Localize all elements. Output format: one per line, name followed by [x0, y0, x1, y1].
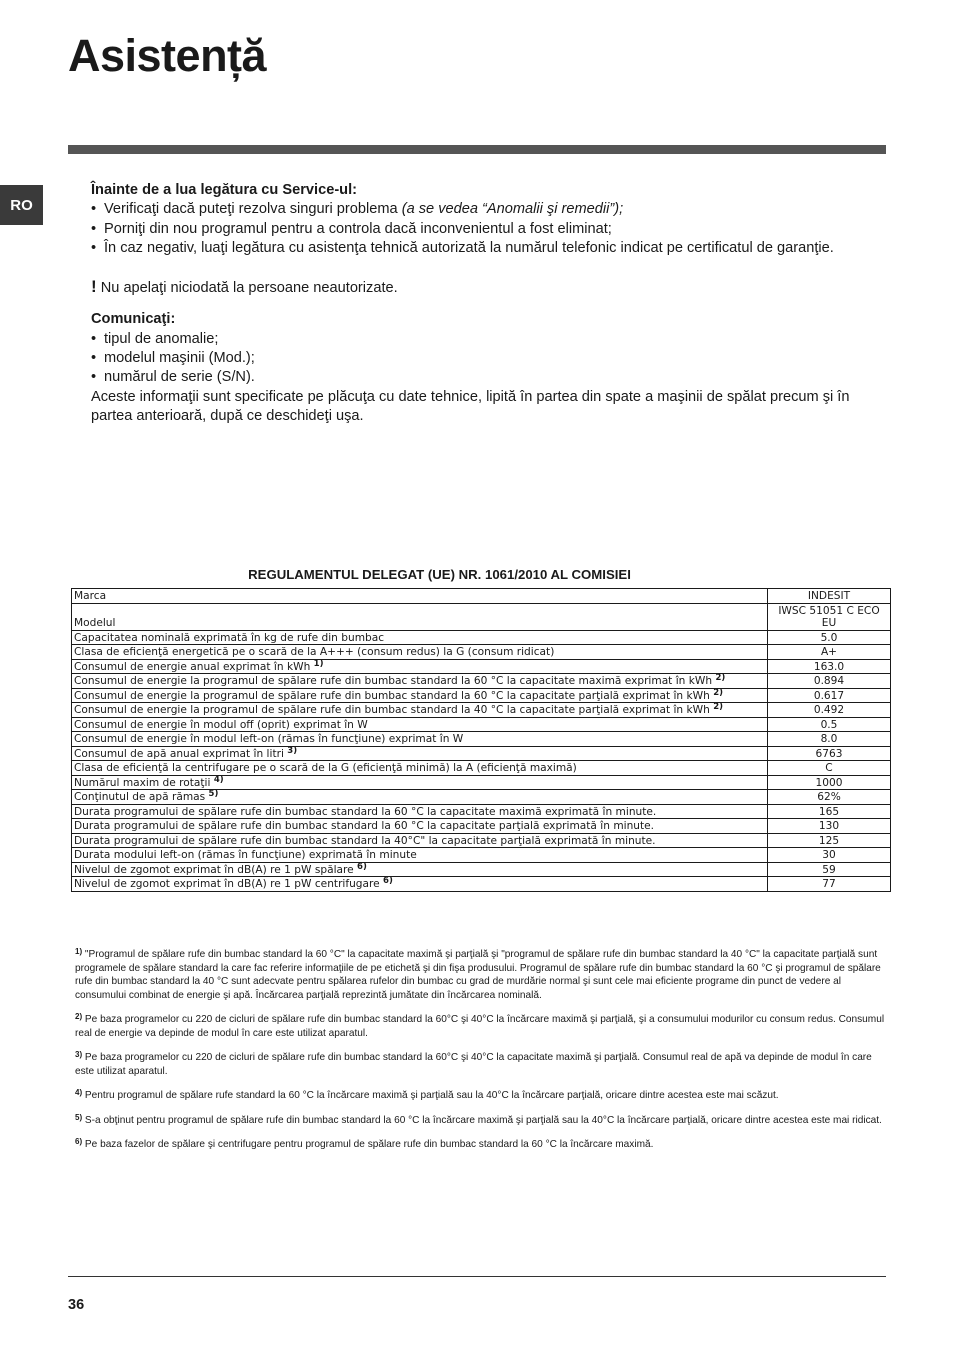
footer-divider	[68, 1276, 886, 1277]
row-label: Conţinutul de apă rămas $^{5)}$	[72, 790, 768, 805]
table-row	[72, 732, 891, 747]
footnote-ref: 4)	[213, 774, 224, 785]
table-row	[72, 761, 891, 776]
list-item: • Porniţi din nou programul pentru a controla dacă inconvenientul a fost eliminat;	[91, 220, 891, 239]
table-row	[72, 703, 891, 718]
footnote-ref: 5)	[208, 789, 219, 799]
row-label: Capacitatea nominală exprimată în kg de rufe din bumbac	[72, 630, 768, 645]
before-contact-heading: Înainte de a lua legătura cu Service-ul:	[91, 182, 358, 198]
footnote-number: 6)	[75, 1137, 83, 1146]
footnote-number: 2)	[75, 1012, 83, 1021]
product-fiche-table	[71, 588, 891, 892]
footnote-ref: 2)	[713, 687, 723, 698]
row-value: A+	[768, 645, 891, 660]
table-row	[72, 717, 891, 732]
page-title: Asistență	[68, 30, 267, 81]
row-label: Clasa de eficienţă energetică pe o scară de la A+++ (consum redus) la G (consum ridicat)	[72, 645, 768, 660]
row-label: Clasa de eficienţă la centrifugare pe o scară de la G (eficienţă minimă) la A (eficienţă maximă)	[72, 761, 768, 776]
table-row	[72, 862, 891, 877]
row-value: 125	[768, 833, 891, 848]
table-row	[72, 848, 891, 863]
list-item-reference: (a se vedea “Anomalii şi remedii”);	[401, 201, 624, 218]
table-row	[72, 603, 891, 630]
table-row	[72, 833, 891, 848]
row-value: 6763	[768, 746, 891, 761]
footnote-ref: 2)	[713, 702, 723, 712]
list-item: • numărul de serie (S/N).	[91, 368, 891, 387]
row-value: 30	[768, 848, 891, 863]
footnote-text: Pe baza programelor cu 220 de cicluri de spălare rufe din bumbac standard la 60°C şi 40°C la capacitate maximă şi parţială. Consumul real de apă va depinde de modul în care este utilizat aparatul.	[75, 1052, 872, 1077]
list-item: • modelul maşinii (Mod.);	[91, 349, 891, 368]
footnote-ref: 1)	[313, 658, 324, 669]
row-value: 0.492	[768, 703, 891, 718]
row-label: Durata programului de spălare rufe din bumbac standard la 40°C" la capacitate parţială exprimată în minute.	[72, 833, 768, 848]
row-value: 62%	[768, 790, 891, 805]
table-row	[72, 819, 891, 834]
footnote-number: 1)	[75, 947, 83, 956]
regulation-title: REGULAMENTUL DELEGAT (UE) NR. 1061/2010 AL COMISIEI	[248, 567, 631, 582]
warning-icon: !	[91, 277, 97, 297]
row-label: Modelul	[72, 603, 768, 630]
communicate-heading: Comunicaţi:	[91, 311, 176, 328]
table-row	[72, 674, 891, 689]
table-row	[72, 630, 891, 645]
footnote-text: S-a obţinut pentru programul de spălare rufe din bumbac standard la 60 °C la încărcare maximă şi parţială sau la 40°C la încărcare parţială, oricare dintre acestea este mai ridicat.	[82, 1114, 882, 1126]
table-row	[72, 688, 891, 703]
footnote	[75, 1114, 885, 1128]
row-label: Durata modului left-on (rămas în funcţiune) exprimată în minute	[72, 848, 768, 863]
row-label: Durata programului de spălare rufe din bumbac standard la 60 °C la capacitate parţială exprimată în minute.	[72, 819, 768, 834]
list-item-text: modelul maşinii (Mod.);	[104, 350, 255, 367]
footnote-ref: 3)	[287, 745, 298, 756]
footnote-ref: 2)	[715, 673, 726, 683]
row-value: IWSC 51051 C ECO EU	[768, 603, 891, 630]
row-label: Consumul de energie anual exprimat în kWh $^{1)}$	[72, 659, 768, 674]
table-row	[72, 775, 891, 790]
row-label: Marca	[72, 589, 768, 604]
row-value: INDESIT	[768, 589, 891, 604]
footnote-text: Pe baza programelor cu 220 de cicluri de spălare rufe din bumbac standard la 60°C şi 40°C la încărcare maximă şi parţială, şi a consumului modurilor cu consum redus. Consumul real de energie va depinde de modul în care este utilizat aparatul.	[75, 1014, 885, 1039]
row-label: Consumul de energie la programul de spălare rufe din bumbac standard la 60 °C la capacitate maximă exprimat în kWh $^{2)}$	[72, 674, 768, 689]
list-item: • În caz negativ, luaţi legătura cu asistenţa tehnică autorizată la numărul telefonic indicat pe certificatul de garanţie.	[91, 239, 891, 258]
footnotes	[75, 948, 885, 1163]
row-value: 0.894	[768, 674, 891, 689]
warning-text: Nu apelaţi niciodată la persoane neautorizate.	[100, 280, 398, 297]
row-label: Nivelul de zgomot exprimat în dB(A) re 1 pW spălare $^{6)}$	[72, 862, 768, 877]
row-label: Consumul de energie în modul left-on (rămas în funcţiune) exprimat în W	[72, 732, 768, 747]
warning-note	[91, 277, 891, 298]
row-value: 130	[768, 819, 891, 834]
row-label: Numărul maxim de rotaţii $^{4)}$	[72, 775, 768, 790]
list-item-text: În caz negativ, luaţi legătura cu asistenţa tehnică autorizată la numărul telefonic indicat pe certificatul de garanţie.	[104, 239, 834, 256]
row-value: C	[768, 761, 891, 776]
footnote	[75, 1138, 885, 1152]
footnote-number: 5)	[75, 1112, 83, 1122]
list-item: • Verificaţi dacă puteţi rezolva singuri problema (a se vedea “Anomalii şi remedii”);	[91, 201, 624, 218]
service-instructions	[91, 181, 891, 426]
row-label: Consumul de apă anual exprimat în litri $^{3)}$	[72, 746, 768, 761]
footnote-text: Pentru programul de spălare rufe standard la 60 °C la încărcare maximă şi parţială sau la 40°C la încărcare parţială, oricare dintre acestea este mai scăzut.	[82, 1090, 779, 1101]
language-tab: RO	[0, 185, 43, 225]
row-value: 0.617	[768, 688, 891, 703]
footnote	[75, 1089, 885, 1103]
table-row	[72, 790, 891, 805]
list-item-text: Porniţi din nou programul pentru a controla dacă inconvenientul a fost eliminat;	[104, 220, 612, 237]
row-label: Consumul de energie la programul de spălare rufe din bumbac standard la 40 °C la capacitate parţială exprimat în kWh $^{2)}$	[72, 703, 768, 718]
list-item-text: numărul de serie (S/N).	[104, 369, 255, 386]
table-row	[72, 804, 891, 819]
list-item-text: tipul de anomalie;	[104, 330, 219, 347]
row-value: 8.0	[768, 732, 891, 747]
row-value: 1000	[768, 775, 891, 790]
footnote-ref: 6)	[383, 876, 393, 886]
table-row	[72, 877, 891, 892]
table-row	[72, 659, 891, 674]
footnote	[75, 948, 885, 1002]
row-label: Durata programului de spălare rufe din bumbac standard la 60 °C la capacitate maximă exprimată în minute.	[72, 804, 768, 819]
list-item: • tipul de anomalie;	[91, 330, 891, 349]
row-label: Consumul de energie în modul off (oprit) exprimat în W	[72, 717, 768, 732]
list-item-text: Verificaţi dacă puteţi rezolva singuri problema	[104, 201, 402, 218]
label-location-note: Aceste informaţii sunt specificate pe plăcuţa cu date tehnice, lipită în partea din spate a maşinii de spălat precum şi în partea anterioară, după ce deschideţi uşa.	[91, 388, 850, 424]
row-label: Nivelul de zgomot exprimat în dB(A) re 1 pW centrifugare $^{6)}$	[72, 877, 768, 892]
table-row	[72, 645, 891, 660]
row-value: 165	[768, 804, 891, 819]
footnote-number: 3)	[75, 1050, 83, 1059]
row-value: 77	[768, 877, 891, 892]
footnote-text: "Programul de spălare rufe din bumbac standard la 60 °C" la capacitate maximă şi parţială şi "programul de spălare rufe din bumbac standard la 40 °C" la capacitate parţială sunt programele de spălare standard la care fac referire informaţiile de pe etichetă şi din fişa produsului. Programul de spălare rufe din bumbac standard la 60 °C şi programul de spălare rufe din bumbac standard la 40 °C sunt adecvate pentru spălarea rufelor din bumbac cu grad de murdărie normal şi sunt cele mai eficiente programe din punct de vedere al consumului combinat de energie şi apă. Încărcarea parţială reprezintă jumătate din încărcarea nominală.	[75, 949, 881, 1001]
footnote-text: Pe baza fazelor de spălare şi centrifugare pentru programul de spălare rufe din bumbac standard la 60 °C la încărcare maximă.	[82, 1139, 654, 1150]
row-value: 5.0	[768, 630, 891, 645]
footnote	[75, 1051, 885, 1078]
row-value: 163.0	[768, 659, 891, 674]
table-row	[72, 746, 891, 761]
row-value: 59	[768, 862, 891, 877]
table-row	[72, 589, 891, 604]
title-divider	[68, 145, 886, 154]
footnote-ref: 6)	[357, 861, 367, 872]
page-number: 36	[68, 1297, 85, 1313]
footnote-number: 4)	[75, 1088, 83, 1097]
row-label: Consumul de energie la programul de spălare rufe din bumbac standard la 60 °C la capacitate parţială exprimat în kWh $^{2)}$	[72, 688, 768, 703]
row-value: 0.5	[768, 717, 891, 732]
footnote	[75, 1013, 885, 1040]
